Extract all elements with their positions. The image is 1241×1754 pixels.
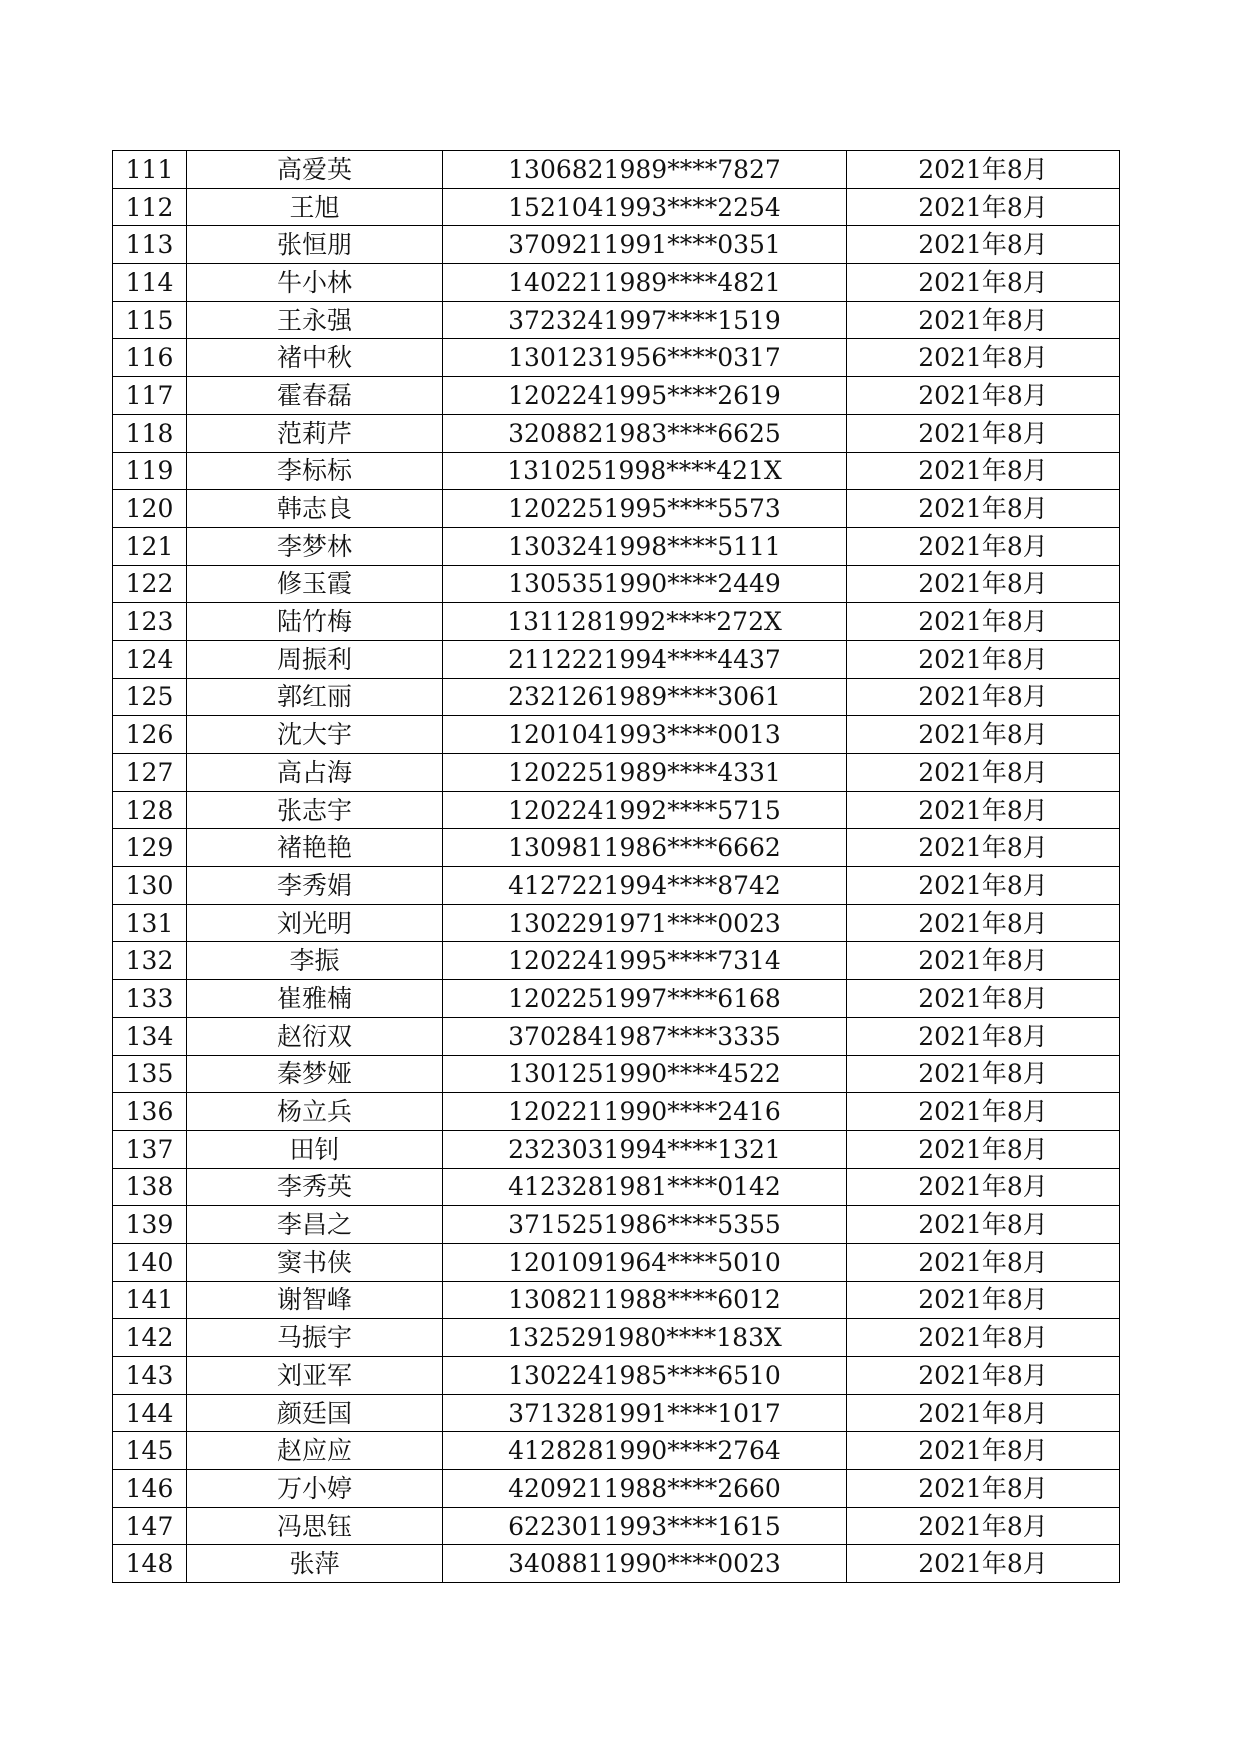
date-cell: 2021年8月: [847, 1432, 1120, 1470]
id-number-cell: 1402211989****4821: [443, 264, 847, 302]
table-row: [113, 603, 1120, 641]
id-number-cell: 4123281981****0142: [443, 1168, 847, 1206]
name-cell: 李振: [187, 942, 443, 980]
date-cell: 2021年8月: [847, 151, 1120, 189]
name-cell: 陆竹梅: [187, 603, 443, 641]
id-number-cell: 3702841987****3335: [443, 1017, 847, 1055]
date-cell: 2021年8月: [847, 452, 1120, 490]
table-row: [113, 1168, 1120, 1206]
date-cell: 2021年8月: [847, 527, 1120, 565]
name-cell: 高占海: [187, 754, 443, 792]
row-number-cell: 140: [113, 1243, 187, 1281]
table-row: [113, 754, 1120, 792]
name-cell: 郭红丽: [187, 678, 443, 716]
date-cell: 2021年8月: [847, 377, 1120, 415]
row-number-cell: 119: [113, 452, 187, 490]
date-cell: 2021年8月: [847, 490, 1120, 528]
table-row: [113, 1093, 1120, 1131]
id-number-cell: 1201091964****5010: [443, 1243, 847, 1281]
date-cell: 2021年8月: [847, 565, 1120, 603]
date-cell: 2021年8月: [847, 867, 1120, 905]
name-cell: 周振利: [187, 640, 443, 678]
id-number-cell: 1302241985****6510: [443, 1357, 847, 1395]
name-cell: 窦书侠: [187, 1243, 443, 1281]
name-cell: 万小婷: [187, 1470, 443, 1508]
id-number-cell: 1201041993****0013: [443, 716, 847, 754]
name-cell: 王旭: [187, 188, 443, 226]
date-cell: 2021年8月: [847, 640, 1120, 678]
id-number-cell: 1202211990****2416: [443, 1093, 847, 1131]
name-cell: 谢智峰: [187, 1281, 443, 1319]
table-row: [113, 1432, 1120, 1470]
row-number-cell: 121: [113, 527, 187, 565]
row-number-cell: 136: [113, 1093, 187, 1131]
table-row: [113, 1206, 1120, 1244]
table-row: [113, 1545, 1120, 1583]
date-cell: 2021年8月: [847, 1206, 1120, 1244]
row-number-cell: 118: [113, 414, 187, 452]
row-number-cell: 145: [113, 1432, 187, 1470]
date-cell: 2021年8月: [847, 1319, 1120, 1357]
id-number-cell: 3715251986****5355: [443, 1206, 847, 1244]
row-number-cell: 129: [113, 829, 187, 867]
table-row: [113, 490, 1120, 528]
id-number-cell: 1302291971****0023: [443, 904, 847, 942]
id-number-cell: 2321261989****3061: [443, 678, 847, 716]
table-row: [113, 1357, 1120, 1395]
name-cell: 田钊: [187, 1130, 443, 1168]
table-row: [113, 829, 1120, 867]
row-number-cell: 135: [113, 1055, 187, 1093]
row-number-cell: 142: [113, 1319, 187, 1357]
date-cell: 2021年8月: [847, 791, 1120, 829]
id-number-cell: 4209211988****2660: [443, 1470, 847, 1508]
table-row: [113, 377, 1120, 415]
id-number-cell: 1306821989****7827: [443, 151, 847, 189]
name-cell: 李秀英: [187, 1168, 443, 1206]
id-number-cell: 1310251998****421X: [443, 452, 847, 490]
name-cell: 牛小林: [187, 264, 443, 302]
id-number-cell: 1301251990****4522: [443, 1055, 847, 1093]
name-cell: 范莉芹: [187, 414, 443, 452]
date-cell: 2021年8月: [847, 1357, 1120, 1395]
row-number-cell: 111: [113, 151, 187, 189]
row-number-cell: 137: [113, 1130, 187, 1168]
table-row: [113, 867, 1120, 905]
row-number-cell: 146: [113, 1470, 187, 1508]
name-cell: 褚艳艳: [187, 829, 443, 867]
date-cell: 2021年8月: [847, 1168, 1120, 1206]
id-number-cell: 2323031994****1321: [443, 1130, 847, 1168]
row-number-cell: 113: [113, 226, 187, 264]
table-row: [113, 904, 1120, 942]
name-cell: 张志宇: [187, 791, 443, 829]
row-number-cell: 124: [113, 640, 187, 678]
date-cell: 2021年8月: [847, 414, 1120, 452]
row-number-cell: 143: [113, 1357, 187, 1395]
table-row: [113, 527, 1120, 565]
date-cell: 2021年8月: [847, 1394, 1120, 1432]
name-cell: 马振宇: [187, 1319, 443, 1357]
row-number-cell: 127: [113, 754, 187, 792]
row-number-cell: 148: [113, 1545, 187, 1583]
id-number-cell: 1305351990****2449: [443, 565, 847, 603]
name-cell: 冯思钰: [187, 1507, 443, 1545]
row-number-cell: 138: [113, 1168, 187, 1206]
row-number-cell: 123: [113, 603, 187, 641]
name-cell: 赵衍双: [187, 1017, 443, 1055]
table-row: [113, 791, 1120, 829]
name-cell: 张萍: [187, 1545, 443, 1583]
roster-table: [112, 150, 1120, 1583]
id-number-cell: 1325291980****183X: [443, 1319, 847, 1357]
table-row: [113, 1319, 1120, 1357]
row-number-cell: 120: [113, 490, 187, 528]
name-cell: 韩志良: [187, 490, 443, 528]
row-number-cell: 117: [113, 377, 187, 415]
table-row: [113, 942, 1120, 980]
id-number-cell: 1202241995****7314: [443, 942, 847, 980]
id-number-cell: 3208821983****6625: [443, 414, 847, 452]
date-cell: 2021年8月: [847, 1545, 1120, 1583]
table-row: [113, 565, 1120, 603]
row-number-cell: 131: [113, 904, 187, 942]
table-row: [113, 264, 1120, 302]
table-row: [113, 1055, 1120, 1093]
name-cell: 沈大宇: [187, 716, 443, 754]
date-cell: 2021年8月: [847, 1055, 1120, 1093]
date-cell: 2021年8月: [847, 1243, 1120, 1281]
name-cell: 高爱英: [187, 151, 443, 189]
name-cell: 崔雅楠: [187, 980, 443, 1018]
id-number-cell: 1202251995****5573: [443, 490, 847, 528]
name-cell: 杨立兵: [187, 1093, 443, 1131]
name-cell: 秦梦娅: [187, 1055, 443, 1093]
row-number-cell: 128: [113, 791, 187, 829]
id-number-cell: 3408811990****0023: [443, 1545, 847, 1583]
row-number-cell: 141: [113, 1281, 187, 1319]
table-row: [113, 301, 1120, 339]
date-cell: 2021年8月: [847, 904, 1120, 942]
table-row: [113, 1281, 1120, 1319]
id-number-cell: 1202241995****2619: [443, 377, 847, 415]
date-cell: 2021年8月: [847, 829, 1120, 867]
name-cell: 刘光明: [187, 904, 443, 942]
id-number-cell: 1309811986****6662: [443, 829, 847, 867]
date-cell: 2021年8月: [847, 1281, 1120, 1319]
id-number-cell: 1521041993****2254: [443, 188, 847, 226]
row-number-cell: 144: [113, 1394, 187, 1432]
table-row: [113, 1243, 1120, 1281]
id-number-cell: 3713281991****1017: [443, 1394, 847, 1432]
id-number-cell: 3709211991****0351: [443, 226, 847, 264]
id-number-cell: 6223011993****1615: [443, 1507, 847, 1545]
id-number-cell: 1202241992****5715: [443, 791, 847, 829]
date-cell: 2021年8月: [847, 188, 1120, 226]
table-row: [113, 640, 1120, 678]
date-cell: 2021年8月: [847, 754, 1120, 792]
name-cell: 褚中秋: [187, 339, 443, 377]
id-number-cell: 1303241998****5111: [443, 527, 847, 565]
id-number-cell: 3723241997****1519: [443, 301, 847, 339]
row-number-cell: 112: [113, 188, 187, 226]
name-cell: 刘亚军: [187, 1357, 443, 1395]
table-row: [113, 1507, 1120, 1545]
id-number-cell: 2112221994****4437: [443, 640, 847, 678]
date-cell: 2021年8月: [847, 1470, 1120, 1508]
row-number-cell: 147: [113, 1507, 187, 1545]
table-row: [113, 1394, 1120, 1432]
name-cell: 张恒朋: [187, 226, 443, 264]
date-cell: 2021年8月: [847, 980, 1120, 1018]
table-row: [113, 226, 1120, 264]
date-cell: 2021年8月: [847, 678, 1120, 716]
name-cell: 赵应应: [187, 1432, 443, 1470]
id-number-cell: 1301231956****0317: [443, 339, 847, 377]
date-cell: 2021年8月: [847, 264, 1120, 302]
date-cell: 2021年8月: [847, 226, 1120, 264]
row-number-cell: 116: [113, 339, 187, 377]
date-cell: 2021年8月: [847, 1130, 1120, 1168]
name-cell: 颜廷国: [187, 1394, 443, 1432]
table-row: [113, 1130, 1120, 1168]
date-cell: 2021年8月: [847, 1017, 1120, 1055]
name-cell: 李标标: [187, 452, 443, 490]
name-cell: 修玉霞: [187, 565, 443, 603]
table-row: [113, 678, 1120, 716]
date-cell: 2021年8月: [847, 1093, 1120, 1131]
id-number-cell: 1308211988****6012: [443, 1281, 847, 1319]
table-row: [113, 414, 1120, 452]
id-number-cell: 4128281990****2764: [443, 1432, 847, 1470]
id-number-cell: 1202251989****4331: [443, 754, 847, 792]
row-number-cell: 122: [113, 565, 187, 603]
date-cell: 2021年8月: [847, 603, 1120, 641]
id-number-cell: 1311281992****272X: [443, 603, 847, 641]
id-number-cell: 4127221994****8742: [443, 867, 847, 905]
name-cell: 李昌之: [187, 1206, 443, 1244]
id-number-cell: 1202251997****6168: [443, 980, 847, 1018]
table-row: [113, 716, 1120, 754]
row-number-cell: 115: [113, 301, 187, 339]
row-number-cell: 139: [113, 1206, 187, 1244]
name-cell: 李梦林: [187, 527, 443, 565]
name-cell: 王永强: [187, 301, 443, 339]
table-row: [113, 1470, 1120, 1508]
table-row: [113, 339, 1120, 377]
date-cell: 2021年8月: [847, 942, 1120, 980]
row-number-cell: 125: [113, 678, 187, 716]
date-cell: 2021年8月: [847, 339, 1120, 377]
row-number-cell: 130: [113, 867, 187, 905]
table-row: [113, 452, 1120, 490]
date-cell: 2021年8月: [847, 716, 1120, 754]
name-cell: 霍春磊: [187, 377, 443, 415]
roster-table-body: [113, 151, 1120, 1583]
row-number-cell: 126: [113, 716, 187, 754]
row-number-cell: 132: [113, 942, 187, 980]
row-number-cell: 114: [113, 264, 187, 302]
table-row: [113, 151, 1120, 189]
table-row: [113, 1017, 1120, 1055]
name-cell: 李秀娟: [187, 867, 443, 905]
row-number-cell: 134: [113, 1017, 187, 1055]
date-cell: 2021年8月: [847, 301, 1120, 339]
table-row: [113, 188, 1120, 226]
row-number-cell: 133: [113, 980, 187, 1018]
table-row: [113, 980, 1120, 1018]
date-cell: 2021年8月: [847, 1507, 1120, 1545]
